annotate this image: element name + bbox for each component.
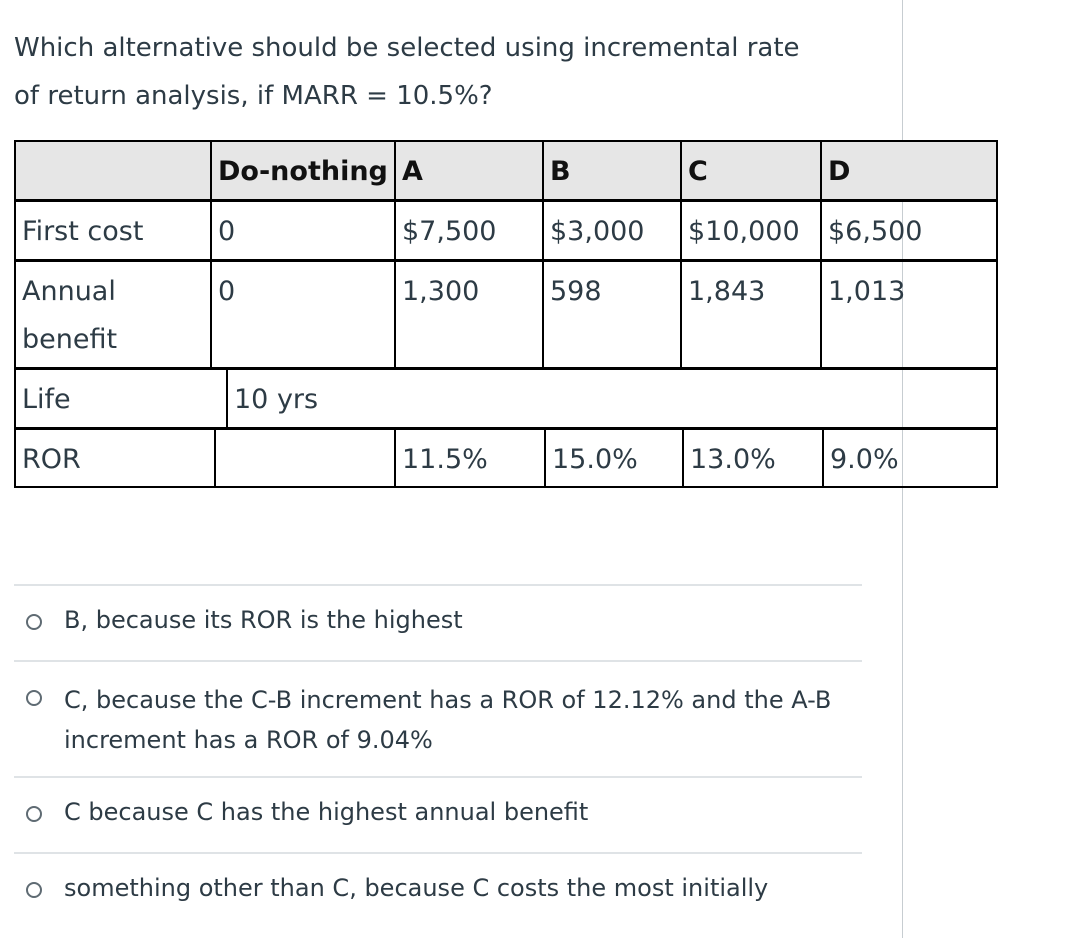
ror-c: 13.0% [682,430,822,486]
first-cost-do-nothing: 0 [210,202,394,259]
header-cell-empty [16,142,210,199]
header-cell-do-nothing: Do-nothing [210,142,394,199]
row-label-ror: ROR [22,444,81,475]
table-row-ror [16,430,996,486]
first-cost-a: $7,500 [394,202,542,259]
annual-benefit-do-nothing: 0 [210,262,394,367]
annual-benefit-c: 1,843 [680,262,820,367]
table-header-row [16,142,996,202]
table-row-first-cost [16,202,996,262]
radio-button-icon[interactable] [26,806,42,822]
life-value: 10 yrs [226,370,996,427]
header-cell-b: B [542,142,680,199]
first-cost-c: $10,000 [680,202,820,259]
table-row-life [16,370,996,430]
row-label-first-cost: First cost [22,216,144,247]
ror-d: 9.0% [822,430,996,486]
first-cost-d: $6,500 [820,202,996,259]
answer-option-label: C because C has the highest annual benefit [64,798,589,826]
answer-option-2[interactable] [14,660,862,776]
answer-option-label: something other than C, because C costs the most initially [64,874,769,902]
answer-options [14,584,862,932]
row-label-annual-benefit: Annual benefit [22,276,118,355]
first-cost-b: $3,000 [542,202,680,259]
answer-option-1[interactable] [14,584,862,660]
radio-button-icon[interactable] [26,690,42,706]
header-cell-d: D [820,142,996,199]
question-text [14,24,874,120]
question-line-2: of return analysis, if MARR = 10.5%? [14,81,493,111]
header-cell-c: C [680,142,820,199]
radio-button-icon[interactable] [26,882,42,898]
answer-option-label-line-1: C, because the C-B increment has a ROR of 12.12% and the A-B [64,686,832,714]
annual-benefit-d: 1,013 [820,262,996,367]
ror-b: 15.0% [544,430,682,486]
alternatives-table [14,140,998,488]
annual-benefit-a: 1,300 [394,262,542,367]
answer-option-label-line-2: increment has a ROR of 9.04% [64,726,433,754]
answer-option-4[interactable] [14,852,862,932]
ror-a: 11.5% [394,430,544,486]
header-cell-a: A [394,142,542,199]
ror-do-nothing [214,430,394,486]
answer-option-3[interactable] [14,776,862,852]
table-row-annual-benefit [16,262,996,370]
answer-option-label: B, because its ROR is the highest [64,606,463,634]
annual-benefit-b: 598 [542,262,680,367]
row-label-life: Life [22,384,71,415]
radio-button-icon[interactable] [26,614,42,630]
question-line-1: Which alternative should be selected using incremental rate [14,33,800,63]
answer-option-label [64,680,864,760]
